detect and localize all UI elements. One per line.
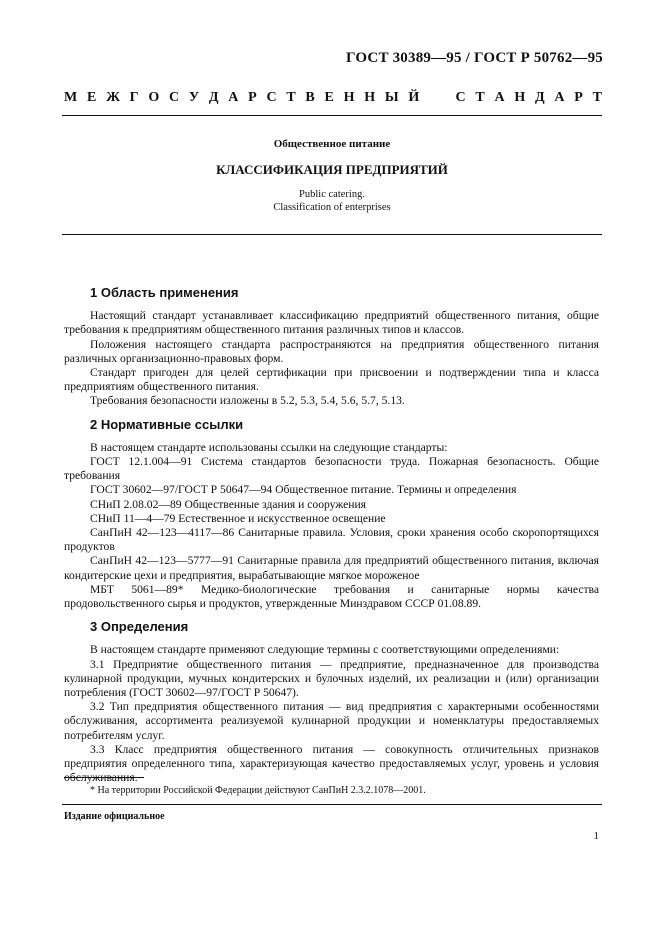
section-heading-references: 2 Нормативные ссылки (90, 416, 244, 432)
title-divider (62, 234, 602, 235)
standard-kind-letter: С (266, 90, 277, 105)
standard-kind-letter: Ж (106, 90, 120, 105)
footnote-separator (64, 777, 144, 778)
standard-kind-letter: Т (592, 90, 602, 105)
reference-item: СанПиН 42—123—5777—91 Санитарные правила для предприятий общественного питания, включая кондитерские цехи и предприятия, вырабатывающие мягкое мороженое (64, 554, 599, 582)
document-subtitle: Общественное питание (273, 138, 391, 150)
standard-kind-letter: Д (535, 90, 545, 105)
standard-number: ГОСТ 30389—95 / ГОСТ Р 50762—95 (346, 50, 603, 66)
bottom-divider (62, 804, 602, 805)
paragraph: Положения настоящего стандарта распространяются на предприятия общественного питания различных организационно-правовых форм. (64, 337, 599, 365)
definition-item: 3.1 Предприятие общественного питания — предприятие, предназначенное для производства кулинарной продукции, мучных кондитерских и булочных изделий, их реализации и (или) организации потребления (ГОСТ 30602—97/ГОСТ Р 50647). (64, 657, 599, 700)
paragraph: В настоящем стандарте использованы ссылки на следующие стандарты: (90, 440, 448, 454)
standard-kind-letter: М (64, 90, 78, 105)
standard-kind-letter: Е (324, 90, 334, 105)
english-title-line-1: Public catering. (299, 189, 365, 200)
reference-item: СНиП 11—4—79 Естественное и искусственное освещение (90, 511, 386, 525)
edition-label: Издание официальное (64, 811, 165, 822)
standard-kind-letter: С (455, 90, 466, 105)
english-title-line-2: Classification of enterprises (273, 202, 391, 213)
paragraph: В настоящем стандарте применяют следующие термины с соответствующими определениями: (90, 643, 560, 657)
top-divider (62, 115, 602, 116)
reference-item: СНиП 2.08.02—89 Общественные здания и сооружения (90, 497, 367, 511)
reference-item: ГОСТ 30602—97/ГОСТ Р 50647—94 Общественное питание. Термины и определения (90, 483, 517, 497)
standard-kind-letter: А (554, 90, 565, 105)
standard-kind-letter: Г (129, 90, 139, 105)
standard-kind-letter: Т (475, 90, 485, 105)
standard-kind-letter: С (168, 90, 180, 105)
standard-kind-letter: Р (248, 90, 257, 105)
standard-kind-letter (429, 90, 433, 106)
section-heading-scope: 1 Область применения (90, 285, 239, 300)
section-heading-definitions: 3 Определения (90, 619, 189, 635)
english-title (62, 188, 602, 214)
standard-kind-letter: Н (514, 90, 526, 105)
standard-kind-letter: Д (208, 90, 219, 105)
paragraph: Требования безопасности изложены в 5.2, 5.3, 5.4, 5.6, 5.7, 5.13. (90, 394, 405, 408)
definition-item: 3.3 Класс предприятия общественного питания — совокупность отличительных признаков предприятия определенного типа, характеризующая качество предоставляемых услуг, уровень и условия обслуживания. (64, 742, 599, 785)
standard-kind-letter: А (494, 90, 505, 105)
standard-kind-letter: Н (364, 90, 376, 105)
reference-item: МБТ 5061—89* Медико-биологические требования и санитарные нормы качества продовольственного сырья и продуктов, утвержденные Минздравом СССР 01.08.89. (64, 582, 599, 611)
paragraph: Стандарт пригоден для целей сертификации при присвоении и подтверждении типа и класса предприятиям общественного питания. (64, 366, 599, 394)
reference-item: СанПиН 42—123—4117—86 Санитарные правила. Условия, сроки хранения особо скоропортящихся продуктов (64, 526, 599, 554)
standard-kind-letter: В (305, 90, 315, 105)
standard-kind-letter: Е (86, 90, 97, 105)
standard-kind-letter: Й (408, 90, 420, 105)
standard-kind-letter: Р (574, 90, 583, 105)
reference-item: ГОСТ 12.1.004—91 Система стандартов безопасности труда. Пожарная безопасность. Общие требования (64, 455, 599, 483)
footnote: * На территории Российской Федерации действуют СанПиН 2.3.2.1078—2001. (90, 785, 426, 796)
standard-kind-letter: У (188, 90, 200, 105)
standard-kind-heading (64, 90, 602, 106)
standard-kind-letter: О (148, 90, 160, 105)
standard-kind-letter: Т (286, 90, 296, 105)
standard-kind-letter: А (228, 90, 239, 105)
document-title: КЛАССИФИКАЦИЯ ПРЕДПРИЯТИЙ (216, 162, 448, 177)
definition-item: 3.2 Тип предприятия общественного питания — вид предприятия с характерными особенностями обслуживания, ассортимента реализуемой кулинарной продукции и номенклатуры предоставляемых потребителям услуг. (64, 700, 599, 742)
page-number: 1 (593, 830, 599, 842)
standard-kind-letter: Ы (384, 90, 399, 105)
paragraph: Настоящий стандарт устанавливает классификацию предприятий общественного питания, общие требования к предприятиям общественного питания различных типов и классов. (64, 309, 599, 337)
document-body (64, 286, 599, 786)
standard-kind-letter (442, 90, 446, 106)
standard-kind-letter: Н (343, 90, 355, 105)
